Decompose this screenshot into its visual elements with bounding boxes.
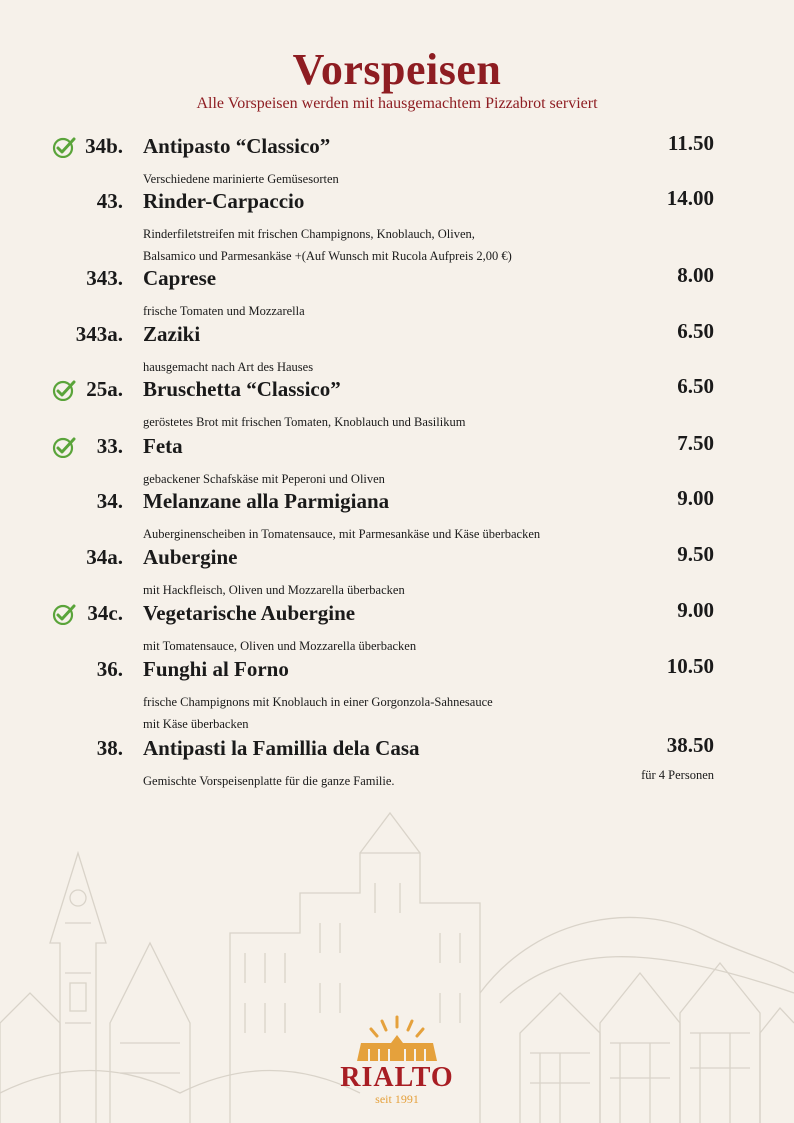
- item-description: [143, 579, 623, 601]
- item-number: 34c.: [87, 601, 123, 625]
- description-line: Balsamico und Parmesankäse +(Auf Wunsch mit Rucola Aufpreis 2,00 €): [143, 249, 512, 263]
- leaf-check-icon: [52, 603, 78, 625]
- description-line: mit Käse überbacken: [143, 717, 249, 731]
- item-description: [143, 635, 623, 657]
- item-price: 6.50: [677, 374, 714, 398]
- item-description: [143, 523, 623, 545]
- description-line: mit Tomatensauce, Oliven und Mozzarella überbacken: [143, 639, 417, 653]
- description-line: geröstetes Brot mit frischen Tomaten, Knoblauch und Basilikum: [143, 415, 466, 429]
- description-line: Verschiedene marinierte Gemüsesorten: [143, 172, 339, 186]
- leaf-check-icon: [52, 136, 78, 158]
- item-description: [143, 691, 623, 735]
- item-name: Bruschetta “Classico”: [143, 377, 341, 401]
- page-subtitle: Alle Vorspeisen werden mit hausgemachtem Pizzabrot serviert: [196, 95, 598, 112]
- item-price: 9.50: [677, 542, 714, 566]
- description-line: frische Tomaten und Mozzarella: [143, 304, 305, 318]
- item-name: Aubergine: [143, 545, 238, 569]
- leaf-check-icon: [52, 436, 78, 458]
- item-description: [143, 168, 623, 190]
- item-name: Caprese: [143, 266, 217, 290]
- item-price: 6.50: [677, 319, 714, 343]
- item-description: [143, 411, 623, 433]
- brand-name: RIALTO: [340, 1062, 454, 1093]
- description-line: Auberginenscheiben in Tomatensauce, mit Parmesankäse und Käse überbacken: [143, 527, 541, 541]
- item-number: 34.: [96, 489, 123, 513]
- item-price: 38.50: [666, 733, 714, 757]
- item-name: Antipasto “Classico”: [143, 134, 331, 158]
- item-number: 36.: [96, 657, 123, 681]
- item-price: 11.50: [667, 131, 714, 155]
- item-number: 343.: [86, 266, 123, 290]
- item-description: [143, 770, 623, 792]
- item-number: 34a.: [86, 545, 123, 569]
- item-description: [143, 468, 623, 490]
- item-number: 25a.: [86, 377, 123, 401]
- item-name: Zaziki: [143, 322, 201, 346]
- item-number: 34b.: [85, 134, 123, 158]
- brand-since: seit 1991: [375, 1092, 419, 1106]
- item-price: 8.00: [677, 263, 714, 287]
- item-description: [143, 300, 623, 322]
- item-price: 10.50: [666, 654, 714, 678]
- item-number: 343a.: [75, 322, 123, 346]
- item-price: 7.50: [677, 431, 714, 455]
- item-number: 43.: [96, 189, 123, 213]
- item-name: Antipasti la Famillia dela Casa: [143, 736, 420, 760]
- item-number: 33.: [96, 434, 123, 458]
- description-line: hausgemacht nach Art des Hauses: [143, 360, 314, 374]
- page-title: Vorspeisen: [292, 45, 502, 94]
- item-name: Feta: [143, 434, 183, 458]
- description-line: frische Champignons mit Knoblauch in einer Gorgonzola-Sahnesauce: [143, 695, 493, 709]
- description-line: Gemischte Vorspeisenplatte für die ganze Familie.: [143, 774, 395, 788]
- description-line: Rinderfiletstreifen mit frischen Champignons, Knoblauch, Oliven,: [143, 227, 475, 241]
- price-note: für 4 Personen: [641, 768, 714, 782]
- item-name: Rinder-Carpaccio: [143, 189, 305, 213]
- item-name: Melanzane alla Parmigiana: [143, 489, 390, 513]
- description-line: mit Hackfleisch, Oliven und Mozzarella überbacken: [143, 583, 405, 597]
- item-description: [143, 223, 623, 267]
- leaf-check-icon: [52, 379, 78, 401]
- item-number: 38.: [96, 736, 123, 760]
- item-name: Vegetarische Aubergine: [143, 601, 356, 625]
- item-price: 9.00: [677, 486, 714, 510]
- item-description: [143, 356, 623, 378]
- description-line: gebackener Schafskäse mit Peperoni und Oliven: [143, 472, 385, 486]
- item-name: Funghi al Forno: [143, 657, 289, 681]
- item-price: 14.00: [666, 186, 714, 210]
- item-price: 9.00: [677, 598, 714, 622]
